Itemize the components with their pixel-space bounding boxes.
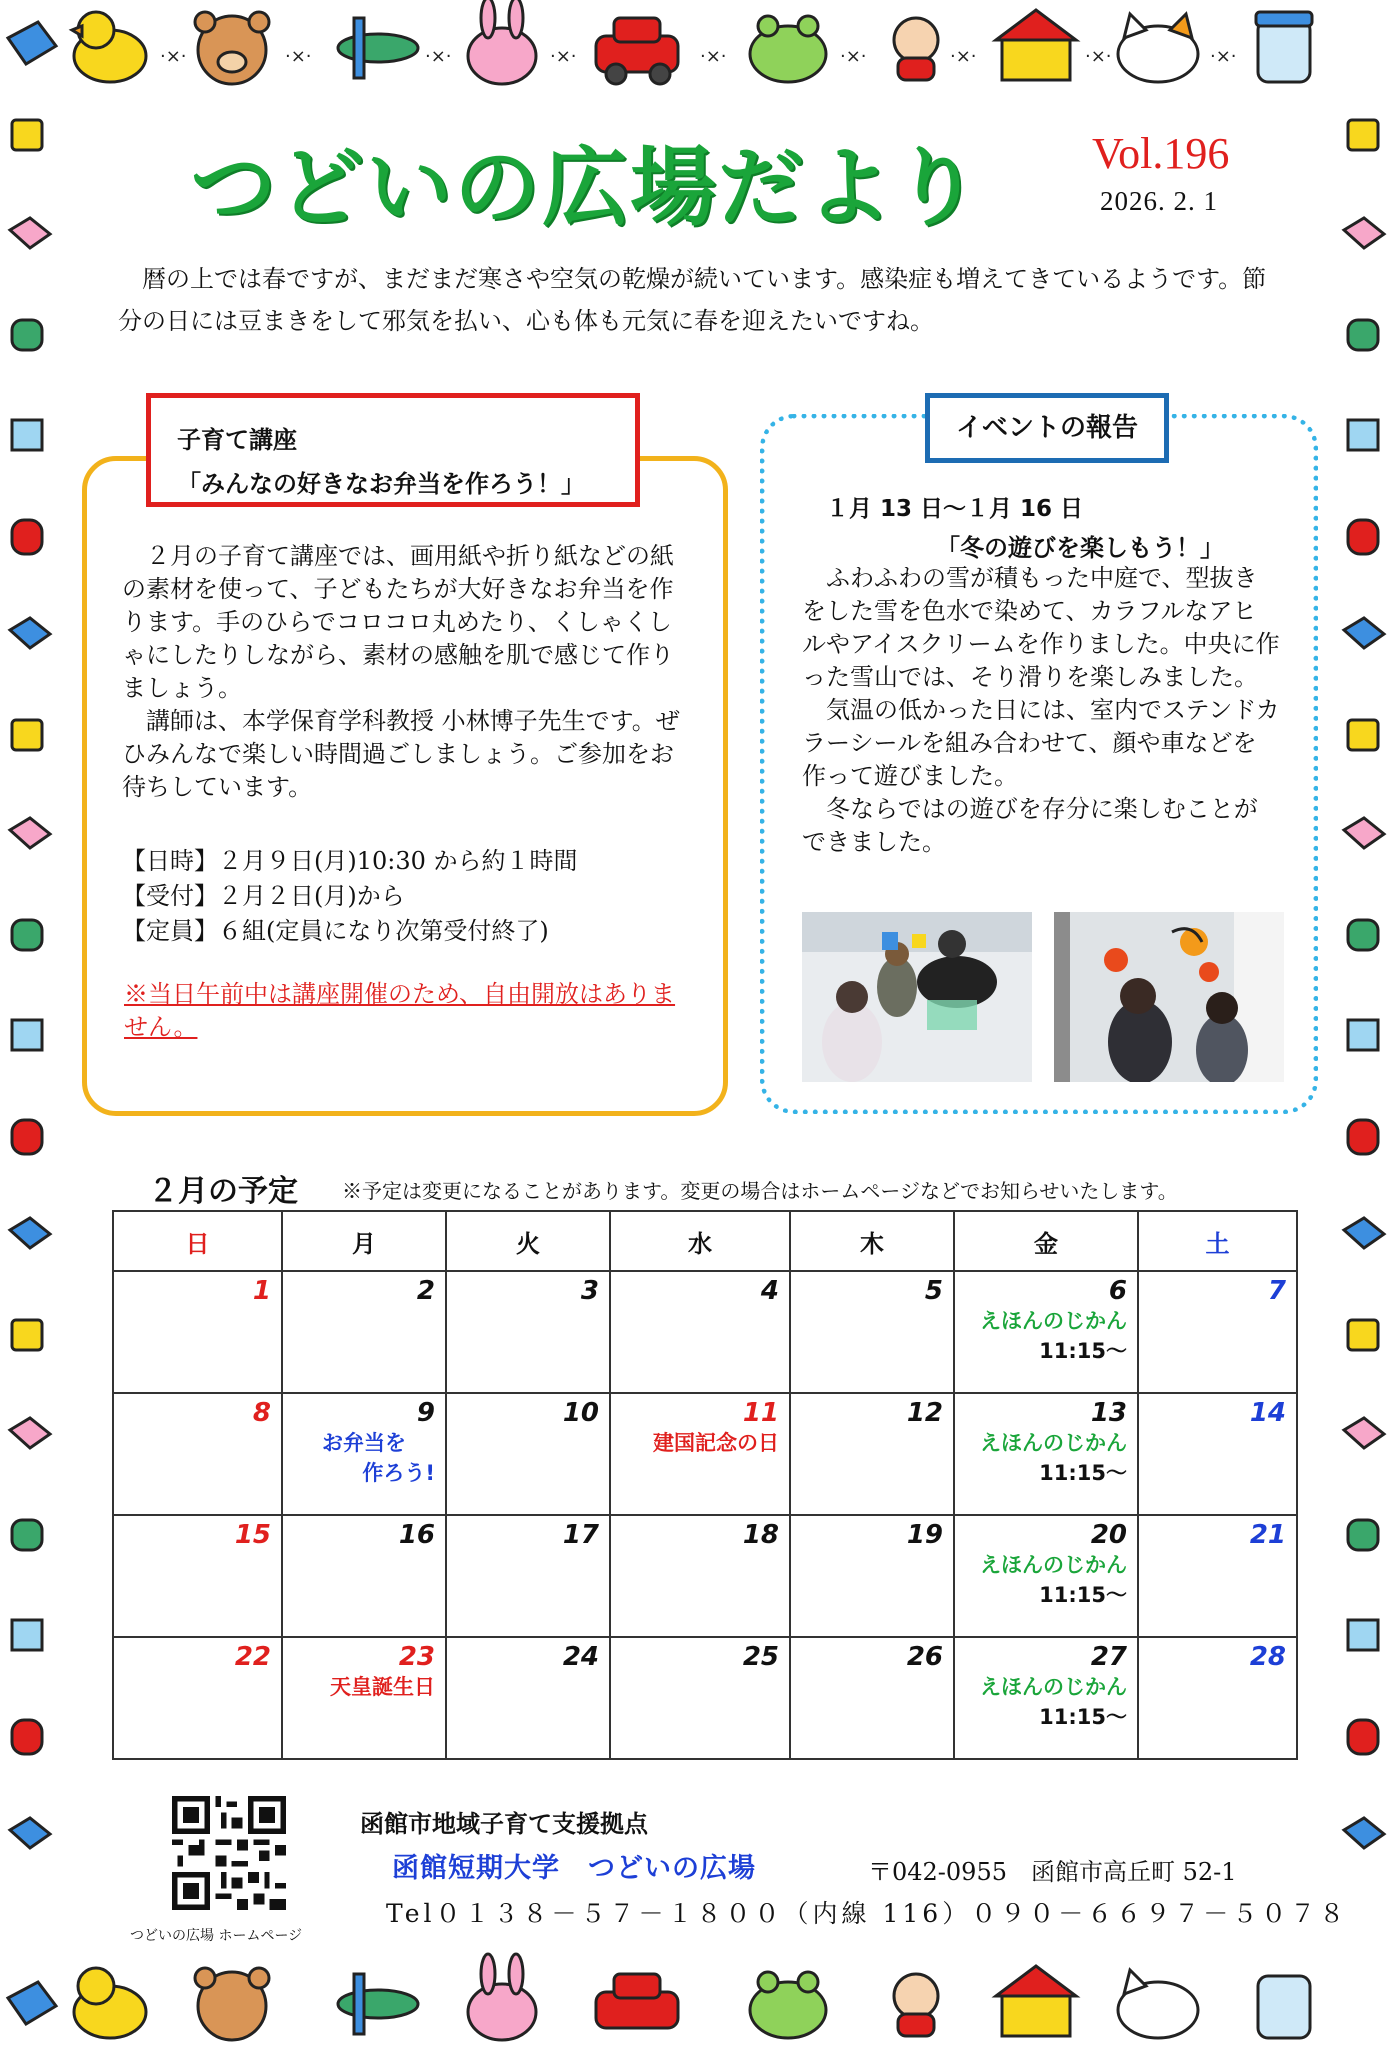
day-cell <box>446 1637 610 1759</box>
event-time: 11:15～ <box>1039 1461 1127 1485</box>
day-number: 1 <box>252 1276 271 1306</box>
calendar-title: ２月の予定 <box>148 1174 298 1209</box>
day-number: 9 <box>416 1398 435 1428</box>
day-cell <box>282 1637 446 1759</box>
day-number: 21 <box>1249 1520 1286 1550</box>
day-number: 28 <box>1249 1642 1286 1672</box>
organization-label: 函館市地域子育て支援拠点 <box>360 1810 648 1838</box>
day-cell <box>610 1637 790 1759</box>
weekday-sat: 土 <box>1138 1211 1297 1271</box>
svg-text:·×·: ·×· <box>550 46 577 67</box>
facility-phone: Tel０１３８－５７－１８００（内線 116）０９０－６６９７－５０７８ <box>386 1899 1349 1928</box>
weekday-tue: 火 <box>446 1211 610 1271</box>
day-number: 6 <box>1108 1276 1127 1306</box>
day-cell <box>446 1393 610 1515</box>
day-cell <box>446 1515 610 1637</box>
day-number: 13 <box>1090 1398 1127 1428</box>
event-time: 11:15～ <box>1039 1583 1127 1607</box>
weekday-sun: 日 <box>113 1211 282 1271</box>
day-number: 16 <box>398 1520 435 1550</box>
issue-date: 2026. 2. 1 <box>1100 186 1218 216</box>
homepage-qr-code[interactable] <box>172 1796 286 1910</box>
day-cell <box>610 1515 790 1637</box>
event-body <box>802 562 1280 859</box>
newsletter-title: つどいの広場だより <box>190 138 982 238</box>
day-number: 4 <box>760 1276 779 1306</box>
svg-text:·×·: ·×· <box>840 46 867 67</box>
lecture-note <box>124 978 684 1044</box>
facility-address: 〒042-0955 函館市高丘町 52-1 <box>868 1858 1237 1886</box>
day-cell <box>1138 1637 1297 1759</box>
day-number: 23 <box>398 1642 435 1672</box>
lecture-title: 「みんなの好きなお弁当を作ろう！」 <box>177 470 585 498</box>
day-cell <box>954 1637 1138 1759</box>
day-number: 19 <box>906 1520 943 1550</box>
lecture-datetime: 【日時】２月９日(月)10:30 から約１時間 <box>122 847 578 875</box>
svg-text:·×·: ·×· <box>425 46 452 67</box>
day-number: 27 <box>1090 1642 1127 1672</box>
lecture-title-box <box>146 393 640 507</box>
event-para-3: 冬ならではの遊びを存分に楽しむことができました。 <box>802 795 1258 856</box>
event-label: えほんのじかん <box>980 1553 1127 1577</box>
facility-name: 函館短期大学 つどいの広場 <box>392 1853 756 1884</box>
svg-text:·×·: ·×· <box>1085 46 1112 67</box>
volume-number: Vol.196 <box>1092 129 1230 178</box>
svg-text:·×·: ·×· <box>1210 46 1237 67</box>
lecture-capacity: 【定員】６組(定員になり次第受付終了) <box>122 917 549 945</box>
svg-text:·×·: ·×· <box>160 46 187 67</box>
day-number: 7 <box>1267 1276 1286 1306</box>
event-label: えほんのじかん <box>980 1675 1127 1699</box>
svg-text:·×·: ·×· <box>700 46 727 67</box>
day-number: 26 <box>906 1642 943 1672</box>
day-number: 22 <box>234 1642 271 1672</box>
svg-text:·×·: ·×· <box>285 46 312 67</box>
day-cell <box>113 1637 282 1759</box>
snow-play-photo <box>802 912 1032 1082</box>
lecture-details <box>122 844 692 949</box>
svg-text:·×·: ·×· <box>950 46 977 67</box>
day-number: 24 <box>562 1642 599 1672</box>
calendar-week-4 <box>113 1637 1297 1759</box>
day-number: 12 <box>906 1398 943 1428</box>
lecture-note-text: ※当日午前中は講座開催のため、自由開放はありません。 <box>124 980 676 1041</box>
day-number: 17 <box>562 1520 599 1550</box>
calendar-week-1 <box>113 1271 1297 1393</box>
day-cell <box>282 1393 446 1515</box>
calendar-week-2 <box>113 1393 1297 1515</box>
day-cell <box>790 1515 954 1637</box>
right-block-border <box>1332 100 1392 1950</box>
day-cell <box>790 1393 954 1515</box>
event-time: 11:15～ <box>1039 1339 1127 1363</box>
calendar-week-3 <box>113 1515 1297 1637</box>
event-para-1: ふわふわの雪が積もった中庭で、型抜きをした雪を色水で染めて、カラフルなアヒルやアイスクリームを作りました。中央に作った雪山では、そり滑りを楽しみました。 <box>802 564 1280 691</box>
left-block-border <box>0 100 60 1950</box>
day-cell <box>446 1271 610 1393</box>
day-cell <box>1138 1271 1297 1393</box>
event-label: お弁当を <box>322 1431 406 1455</box>
weekday-header-row <box>113 1211 1297 1271</box>
lecture-reception: 【受付】２月２日(月)から <box>122 882 405 910</box>
lecture-para-1: ２月の子育て講座では、画用紙や折り紙などの紙の素材を使って、子どもたちが大好きなお弁当を作ります。手のひらでコロコロ丸めたり、くしゃくしゃにしたりしながら、素材の感触を肌で感じて作りましょう。 <box>122 542 674 702</box>
event-dates: １月 13 日～１月 16 日 <box>826 496 1084 522</box>
event-label: えほんのじかん <box>980 1431 1127 1455</box>
day-number: 2 <box>416 1276 435 1306</box>
day-cell <box>113 1271 282 1393</box>
day-number: 18 <box>742 1520 779 1550</box>
day-number: 10 <box>562 1398 599 1428</box>
event-heading: イベントの報告 <box>925 393 1169 463</box>
lecture-heading: 子育て講座 <box>177 426 297 454</box>
day-cell <box>113 1515 282 1637</box>
weekday-thu: 木 <box>790 1211 954 1271</box>
day-cell <box>1138 1393 1297 1515</box>
weekday-wed: 水 <box>610 1211 790 1271</box>
day-number: 8 <box>252 1398 271 1428</box>
day-cell <box>113 1393 282 1515</box>
day-number: 5 <box>924 1276 943 1306</box>
event-label-2: 作ろう! <box>362 1461 435 1485</box>
day-cell <box>954 1393 1138 1515</box>
day-number: 20 <box>1090 1520 1127 1550</box>
day-cell <box>790 1637 954 1759</box>
day-number: 14 <box>1249 1398 1286 1428</box>
event-para-2: 気温の低かった日には、室内でステンドカラーシールを組み合わせて、顔や車などを作って遊びました。 <box>802 696 1280 790</box>
bottom-character-border <box>0 1950 1392 2048</box>
day-number: 25 <box>742 1642 779 1672</box>
day-cell <box>790 1271 954 1393</box>
lecture-para-2: 講師は、本学保育学科教授 小林博子先生です。ぜひみんなで楽しい時間過ごしましょう。ご参加をお待ちしています。 <box>122 707 680 801</box>
weekday-mon: 月 <box>282 1211 446 1271</box>
day-cell <box>1138 1515 1297 1637</box>
qr-caption: つどいの広場 ホームページ <box>130 1928 303 1944</box>
day-cell <box>610 1393 790 1515</box>
lecture-body <box>122 540 692 804</box>
day-number: 15 <box>234 1520 271 1550</box>
day-cell <box>954 1515 1138 1637</box>
day-cell <box>282 1515 446 1637</box>
day-number: 11 <box>742 1398 779 1428</box>
event-subtitle: 「冬の遊びを楽しもう！」 <box>936 534 1224 562</box>
holiday-label: 天皇誕生日 <box>330 1675 435 1699</box>
window-stickers-photo <box>1054 912 1284 1082</box>
day-cell <box>610 1271 790 1393</box>
day-number: 3 <box>580 1276 599 1306</box>
weekday-fri: 金 <box>954 1211 1138 1271</box>
intro-text: 暦の上では春ですが、まだまだ寒さや空気の乾燥が続いています。感染症も増えてきているようです。節分の日には豆まきをして邪気を払い、心も体も元気に春を迎えたいですね。 <box>118 265 1267 335</box>
event-label: えほんのじかん <box>980 1309 1127 1333</box>
day-cell <box>282 1271 446 1393</box>
holiday-label: 建国記念の日 <box>653 1431 779 1455</box>
february-calendar <box>112 1210 1298 1760</box>
event-time: 11:15～ <box>1039 1705 1127 1729</box>
day-cell <box>954 1271 1138 1393</box>
top-character-border <box>0 0 1392 96</box>
calendar-note: ※予定は変更になることがあります。変更の場合はホームページなどでお知らせいたします。 <box>342 1179 1178 1203</box>
